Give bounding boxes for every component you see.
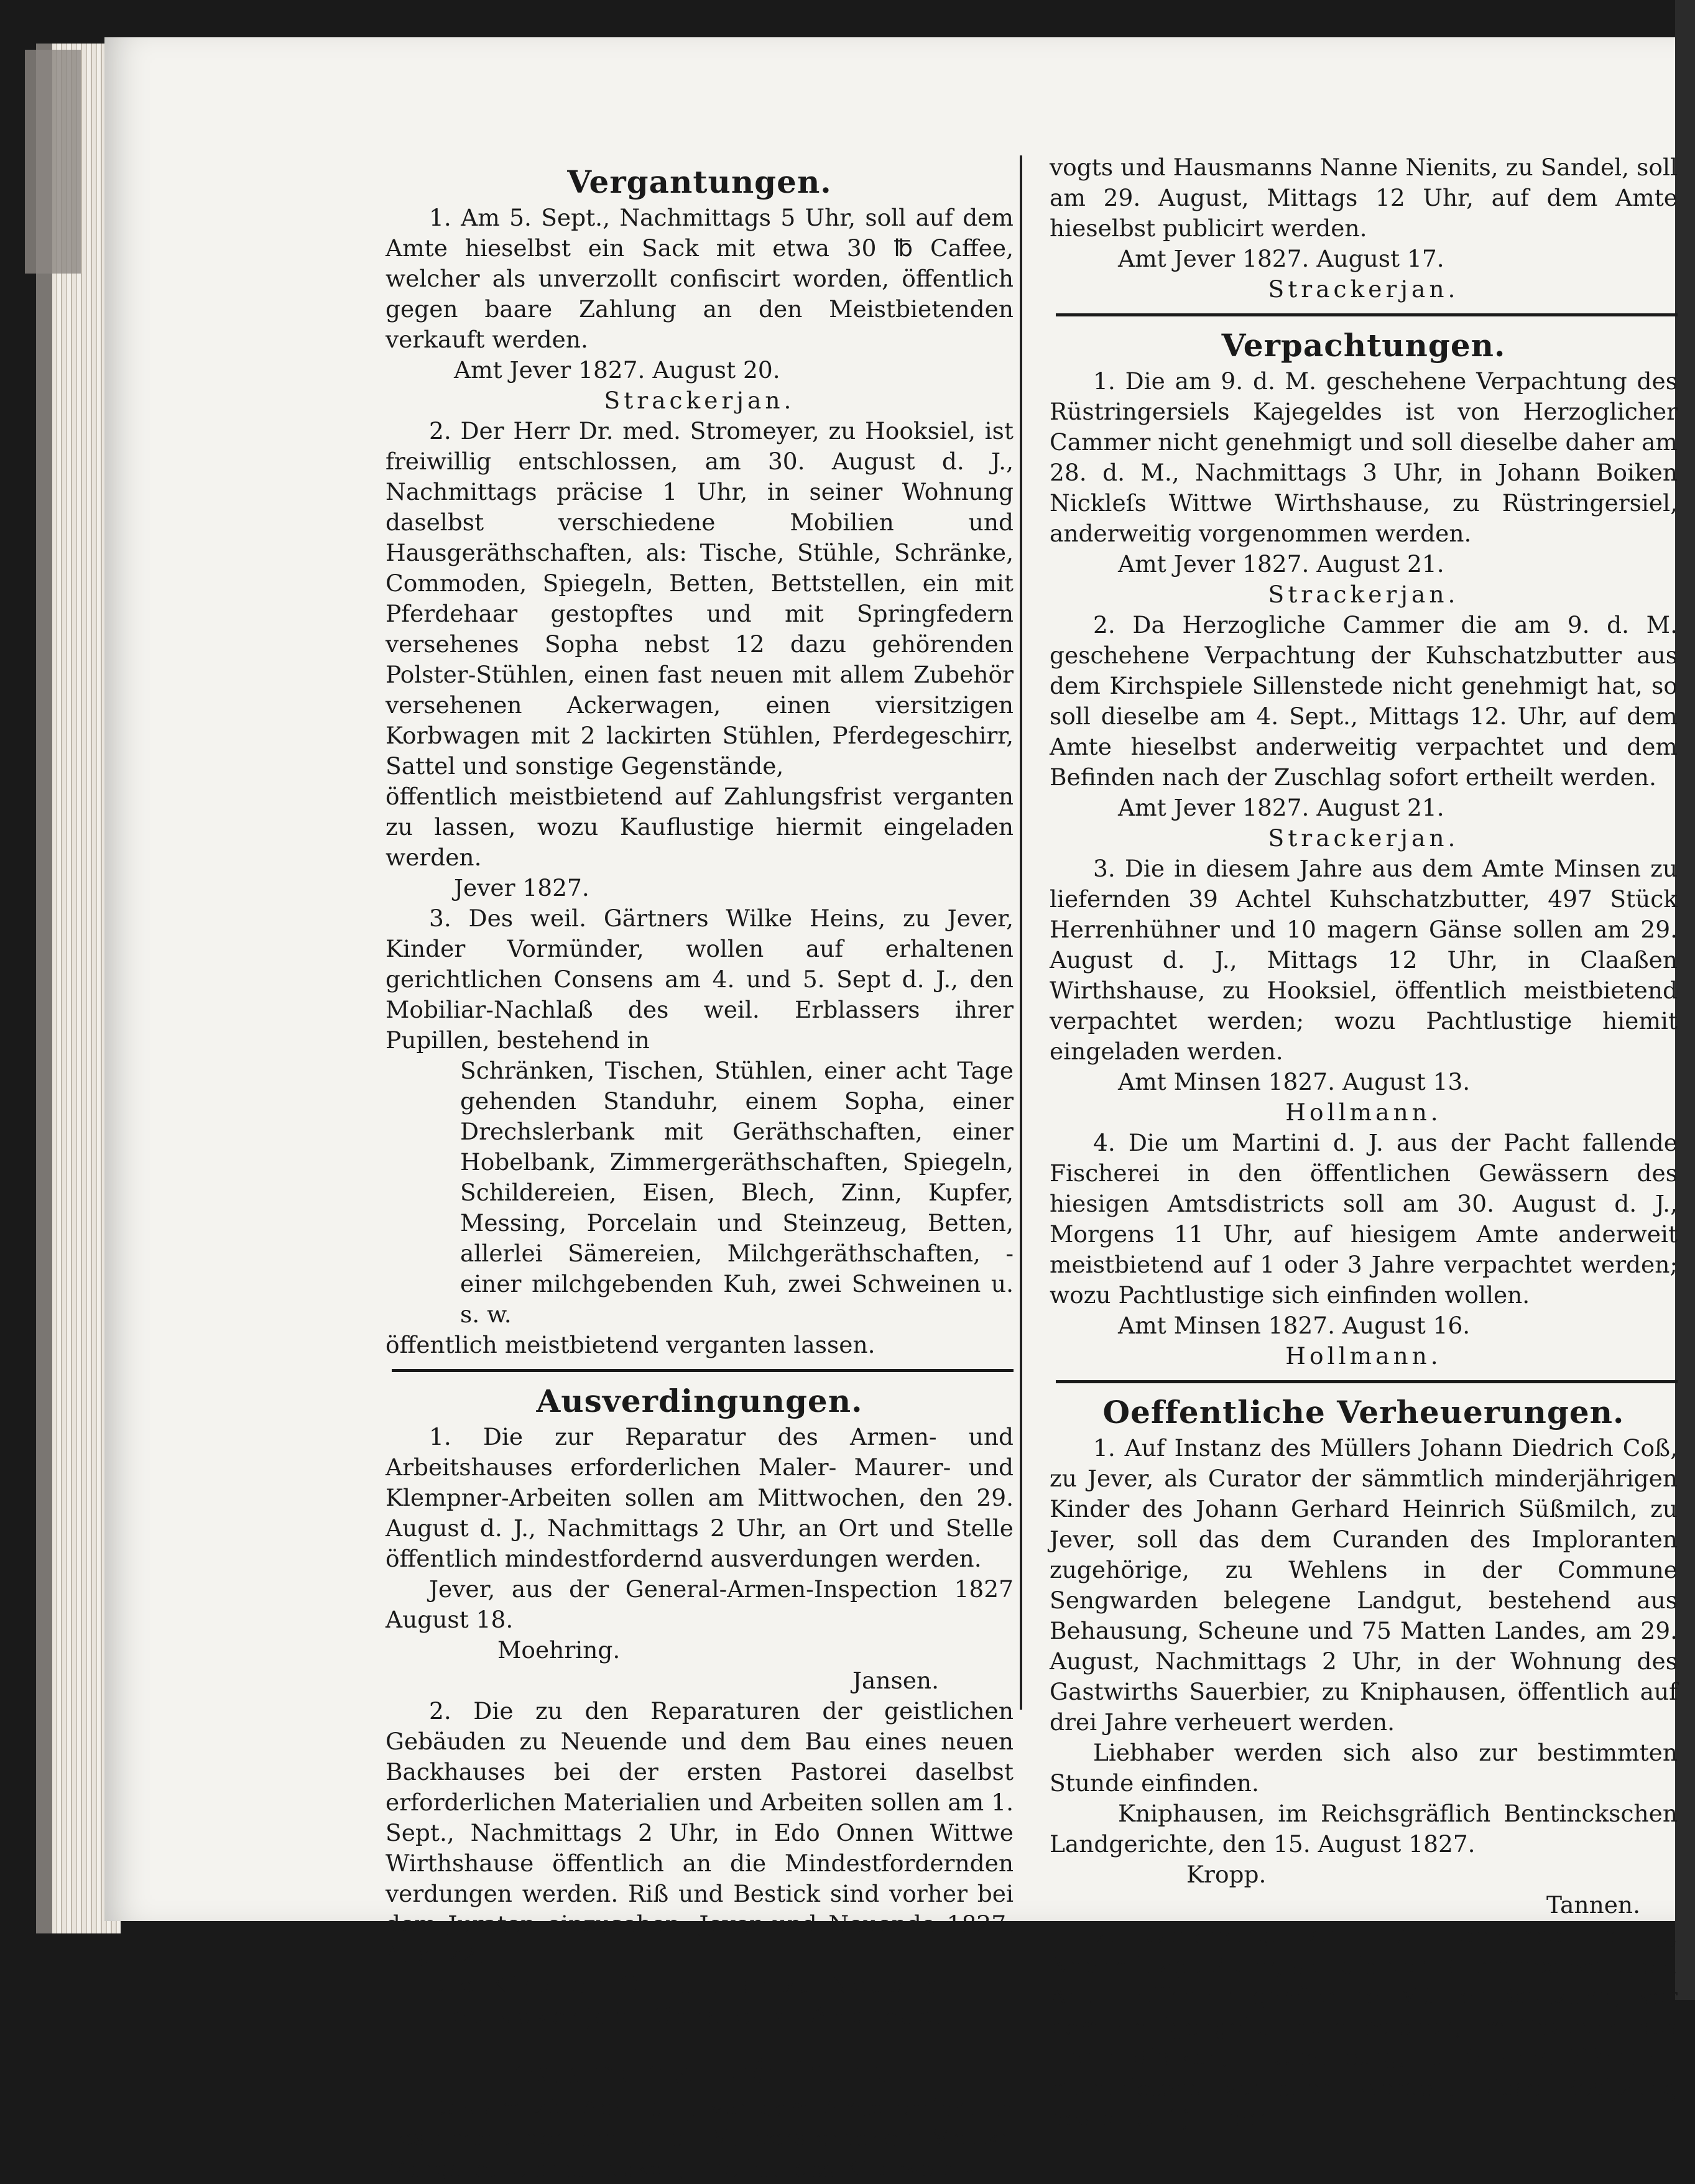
date-line: Amt Jever 1827. August 20. — [454, 356, 780, 384]
signature: Strackerjan. — [1268, 275, 1459, 303]
paragraph: öffentlich meistbietend auf Zahlungsfrist verganten zu lassen, wozu Kauflustige hiermit eingeladen werden. — [386, 783, 1014, 871]
section-title-testament: Testaments-Eröffnung. — [493, 2053, 906, 2090]
book-spine — [25, 50, 81, 274]
right-edge — [1675, 0, 1695, 2000]
paragraph: 2. Der Herr Dr. med. Stromeyer, zu Hooksiel, ist freiwillig entschlossen, am 30. August d. J., Nachmittags präcise 1 Uhr, in seiner Wohnung daselbst verschiedene Mobilien und Hausgeräthschaften, als: Tische, Stühle, Schränke, Commoden, Spiegeln, Betten, Bettstellen, ein mit Pferdehaar gestopftes und mit Springfedern versehenes Sopha nebst 12 dazu gehörenden Polster-Stühlen, einen fast neuen mit allem Zubehör versehenen Ackerwagen, einen viersitzigen Korbwagen mit 2 lackirten Stühlen, Pferdegeschirr, Sattel und sonstige Gegenstände, — [386, 417, 1014, 780]
paragraph: Das am 23. April d. J. vor dem Amte errichtete Testament der am 5. d. M. verstorbenen Mettke Margarethe geb. Tapken, Ehefrau des Kirchspiels- — [386, 2094, 1014, 2182]
list-block: Schränken, Tischen, Stühlen, einer acht Tage gehenden Standuhr, einem Sopha, einer Drechslerbank mit Geräthschaften, einer Hobelbank, Zimmergeräthschaften, Spiegeln, Schildereien, Eisen, Blech, Zinn, Kupfer, Messing, Porcelain und Steinzeug, Betten, allerlei Sämereien, Milchgeräthschaften, - einer milchgebenden Kuh, zwei Schweinen u. s. w. — [460, 1057, 1014, 1328]
signature: Moehring. — [497, 1636, 621, 1664]
signature: Kropp. — [1186, 1861, 1267, 1888]
signature: Hollmann. — [1285, 1342, 1442, 1370]
section-divider — [1056, 313, 1678, 316]
date-line: Amt Minsen 1827. August 16. — [1118, 1312, 1471, 1339]
paragraph: vogts und Hausmanns Nanne Nienits, zu Sandel, soll am 29. August, Mittags 12 Uhr, auf dem Amte hieselbst publicirt werden. — [1050, 154, 1678, 242]
paragraph: 2. Die zu den Reparaturen der geistlichen Gebäuden zu Neuende und dem Bau eines neuen Backhauses bei der ersten Pastorei daselbst erforderlichen Materialien und Arbeiten sollen am 1. Sept., Nachmittags 2 Uhr, in Edo Onnen Wittwe Wirthshause öffentlich an die Mindestfordernden verdungen werden. Riß und Bestick sind vorher bei dem Juraten einzusehen. Jever und Neuende 1827. Aug. 22. — [386, 1697, 1014, 1968]
signature: Strackerjan. — [1268, 581, 1459, 608]
paragraph: 3. Des weil. Gärtners Wilke Heins, zu Jever, Kinder Vormünder, wollen auf erhaltenen gerichtlichen Consens am 4. und 5. Sept d. J., den Mobiliar-Nachlaß des weil. Erblassers ihrer Pupillen, bestehend in — [386, 905, 1014, 1054]
right-column — [1050, 152, 1678, 2134]
section-divider — [1056, 1380, 1678, 1383]
date-line: Jever 1827. — [454, 874, 589, 901]
signature: Strackerjan. — [604, 387, 795, 414]
signature: Strackerjan. Carstens. Andreae. — [451, 2002, 948, 2029]
date-line: Amt Minsen 1827. August 13. — [1118, 1068, 1471, 1095]
date-line: Amt Jever 1827. August 17. — [1118, 245, 1444, 272]
paragraph: 4. Die um Martini d. J. aus der Pacht fallende Fischerei in den öffentlichen Gewässern des hiesigen Amtsdistricts soll am 30. August d. J., Morgens 11 Uhr, auf hiesigem Amte anderweit meistbietend auf 1 oder 3 Jahre verpachtet werden; wozu Pachtlustige sich einfinden wollen. — [1050, 1129, 1678, 1309]
paragraph: Liebhaber werden sich also zur bestimmten Stunde einfinden. — [1050, 1739, 1678, 1797]
section-title-ausverdingungen: Ausverdingungen. — [536, 1383, 863, 1419]
date-line: Amt Jever 1827. August 21. — [1118, 794, 1444, 821]
paragraph: 2. Oldenburg. Am 17. September d. J., Nachmittags 3 Uhr, soll die den Erben des weil. Joh. Ant. Hoffmann gehörende Mühlen-Besitzung, vor dem Heiligengeist-Thore belegen, im Gasthofe des Herrn Siefken, in Oldenburg, auf 6 Jahre öffentlich meistbietend verheuert werden. Diese Besitzung bestehet: 1) in der — [1050, 1922, 1678, 2132]
paragraph: 1. Die zur Reparatur des Armen- und Arbeitshauses erforderlichen Maler- Maurer- und Klempner-Arbeiten sollen am Mittwochen, den 29. August d. J., Nachmittags 2 Uhr, an Ort und Stelle öffentlich mindestfordernd ausverdungen werden. — [386, 1423, 1014, 1572]
section-title-vergantungen: Vergantungen. — [567, 164, 832, 200]
paragraph: 1. Auf Instanz des Müllers Johann Diedrich Coß, zu Jever, als Curator der sämmtlich minderjährigen Kinder des Johann Gerhard Heinrich Süßmilch, zu Jever, soll das dem Curanden des Imploranten zugehörige, zu Wehlens in der Commune Sengwarden belegene Landgut, bestehend aus Behausung, Scheune und 75 Matten Landes, am 29. August, Nachmittags 2 Uhr, in der Wohnung des Gastwirths Sauerbier, zu Kniphausen, öffentlich auf drei Jahre verheuert werden. — [1050, 1434, 1678, 1736]
signature: Tannen. — [1546, 1891, 1640, 1919]
paragraph: 1. Die am 9. d. M. geschehene Verpachtung des Rüstringersiels Kajegeldes ist von Herzoglicher Cammer nicht genehmigt und soll dieselbe daher am 28. d. M., Nachmittags 3 Uhr, in Johann Boiken Nickleſs Wittwe Wirthshause, zu Rüstringersiel, anderweitig vorgenommen werden. — [1050, 367, 1678, 547]
signature: Strackerjan. — [1268, 824, 1459, 852]
paragraph: 2. Da Herzogliche Cammer die am 9. d. M. geschehene Verpachtung der Kuhschatzbutter aus dem Kirchspiele Sillenstede nicht genehmigt hat, so soll dieselbe am 4. Sept., Mittags 12. Uhr, auf dem Amte hieselbst anderweitig verpachtet und dem Befinden nach der Zuschlag sofort ertheilt werden. — [1050, 611, 1678, 791]
date-line: Amt Jever 1827. August 21. — [1118, 550, 1444, 578]
column-rule — [1020, 155, 1022, 1710]
place-date: Jever, aus der General-Armen-Inspection 1827 August 18. — [386, 1575, 1014, 1633]
section-title-verheuerungen: Oeffentliche Verheuerungen. — [1102, 1394, 1625, 1431]
paragraph: 3. Die in diesem Jahre aus dem Amte Minsen zu liefernden 39 Achtel Kuhschatzbutter, 497 Stück Herrenhühner und 10 magern Gänse sollen am 29. August d. J., Mittags 12 Uhr, in Claaßen Wirthshause, zu Hooksiel, öffentlich meistbietend verpachtet werden; wozu Pachtlustige hiemit eingeladen werden. — [1050, 855, 1678, 1065]
signature: Jansen. — [852, 1667, 939, 1694]
section-divider — [392, 1369, 1014, 1372]
signature: Hollmann. — [1285, 1099, 1442, 1126]
section-title-verpachtungen: Verpachtungen. — [1221, 327, 1506, 364]
left-column — [386, 162, 1014, 2184]
paragraph: 1. Am 5. Sept., Nachmittags 5 Uhr, soll auf dem Amte hieselbst ein Sack mit etwa 30 ℔ Caffee, welcher als unverzollt confiscirt worden, öffentlich gegen baare Zahlung an den Meistbietenden verkauft werden. — [386, 204, 1014, 353]
place-date: Kniphausen, im Reichsgräflich Bentinckschen Landgerichte, den 15. August 1827. — [1050, 1800, 1678, 1858]
paragraph: öffentlich meistbietend verganten lassen. — [386, 1331, 875, 1358]
signature: Die Kirchen-Officialen zu Neuende. — [427, 1971, 972, 1999]
section-divider — [392, 2040, 1014, 2043]
